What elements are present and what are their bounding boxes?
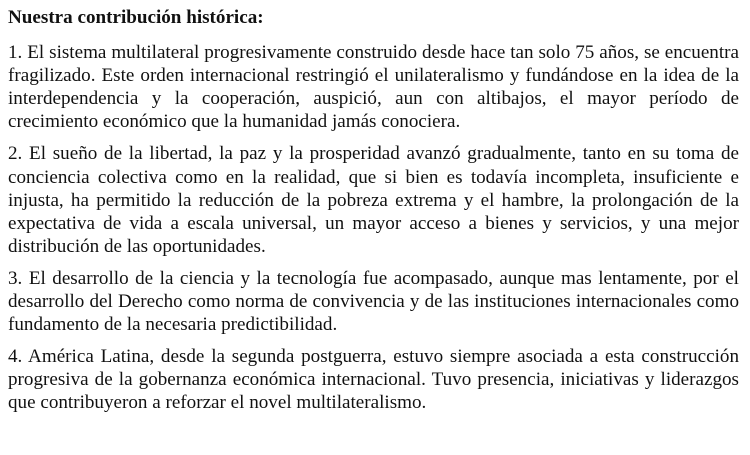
- paragraph-1: 1. El sistema multilateral progresivamente construido desde hace tan solo 75 años, se encuentra fragilizado. Este orden internacional restringió el unilateralismo y fundándose en la idea de la interdependencia y la cooperación, auspició, aun con altibajos, el mayor período de crecimiento económico que la humanidad jamás conociera.: [8, 42, 739, 133]
- paragraph-2: 2. El sueño de la libertad, la paz y la prosperidad avanzó gradualmente, tanto en su toma de conciencia colectiva como en la realidad, que si bien es todavía incompleta, insuficiente e injusta, ha permitido la reducción de la pobreza extrema y el hambre, la prolongación de la expectativa de vida a escala universal, un mayor acceso a bienes y servicios, y una mejor distribución de las oportunidades.: [8, 143, 739, 257]
- section-title: Nuestra contribución histórica:: [8, 7, 264, 28]
- document-body: [8, 6, 739, 424]
- paragraph-4: 4. América Latina, desde la segunda postguerra, estuvo siempre asociada a esta construcción progresiva de la gobernanza económica internacional. Tuvo presencia, iniciativas y liderazgos que contribuyeron a reforzar el novel multilateralismo.: [8, 346, 739, 414]
- paragraph-3: 3. El desarrollo de la ciencia y la tecnología fue acompasado, aunque mas lentamente, por el desarrollo del Derecho como norma de convivencia y de las instituciones internacionales como fundamento de la necesaria predictibilidad.: [8, 267, 739, 336]
